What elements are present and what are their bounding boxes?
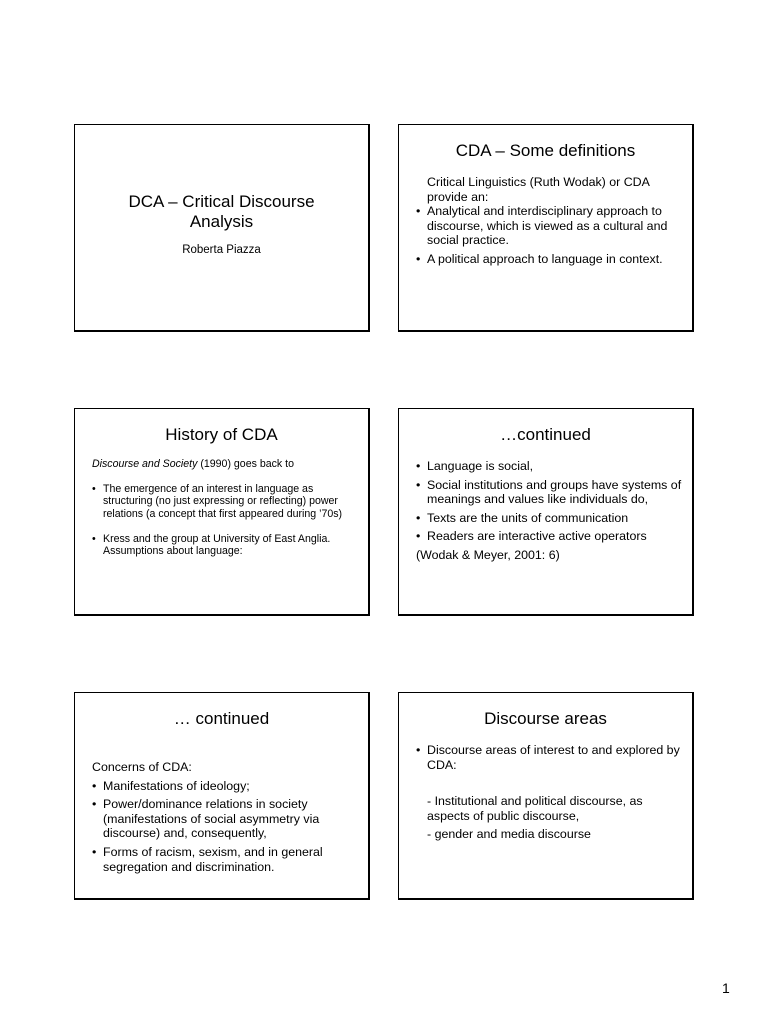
bullet-item: • A political approach to language in context. [416, 252, 688, 267]
slide-heading: CDA – Some definitions [455, 141, 636, 160]
bullet-item: • Manifestations of ideology; [92, 779, 362, 794]
slide-heading: … continued [173, 709, 270, 728]
slide-heading: Discourse areas [484, 709, 607, 728]
intro-rest: (1990) goes back to [197, 458, 294, 470]
slide-body [416, 743, 686, 842]
bullet-item: • Power/dominance relations in society (manifestations of social asymmetry via discourse) and, consequently, [92, 797, 362, 841]
intro-text [92, 458, 362, 470]
intro-text: Concerns of CDA: [92, 760, 192, 774]
slide-heading: …continued [500, 425, 591, 444]
slide-continued-1 [398, 408, 694, 616]
citation: (Wodak & Meyer, 2001: 6) [416, 547, 560, 562]
bullet-item: • The emergence of an interest in language as structuring (no just expressing or reflecting) power relations (a concept that first appeared during ’70s) [92, 483, 362, 520]
author-name: Roberta Piazza [182, 244, 261, 256]
slide-body [92, 760, 362, 874]
bullet-item: • Discourse areas of interest to and explored by CDA: [416, 743, 686, 772]
slide-continued-2 [74, 692, 370, 900]
slide-discourse-areas [398, 692, 694, 900]
bullet-item: • Forms of racism, sexism, and in general segregation and discrimination. [92, 845, 362, 874]
slide-body [92, 458, 362, 557]
slide-heading: History of CDA [165, 425, 278, 444]
intro-text: Critical Linguistics (Ruth Wodak) or CDA provide an: [427, 175, 650, 204]
bullet-item: • Kress and the group at University of East Anglia. Assumptions about language: [92, 533, 362, 557]
body-line: - gender and media discourse [427, 827, 591, 842]
bullet-item: • Language is social, [416, 459, 686, 474]
bullet-item: • Analytical and interdisciplinary approach to discourse, which is viewed as a cultural and social practice. [416, 204, 688, 248]
slide-title [74, 124, 370, 332]
page-number: 1 [722, 980, 730, 996]
slide-body [416, 459, 686, 563]
title-line-2: Analysis [189, 212, 254, 231]
slide-title-heading [75, 192, 368, 232]
body-line: - Institutional and political discourse, as aspects of public discourse, [427, 794, 643, 823]
slide-history [74, 408, 370, 616]
title-line-1: DCA – Critical Discourse [128, 192, 315, 211]
slide-definitions [398, 124, 694, 332]
journal-title: Discourse and Society [92, 458, 198, 470]
slide-body [416, 175, 688, 267]
bullet-item: • Texts are the units of communication [416, 511, 686, 526]
bullet-item: • Social institutions and groups have systems of meanings and values like individuals do, [416, 478, 686, 507]
bullet-item: • Readers are interactive active operators [416, 529, 686, 544]
